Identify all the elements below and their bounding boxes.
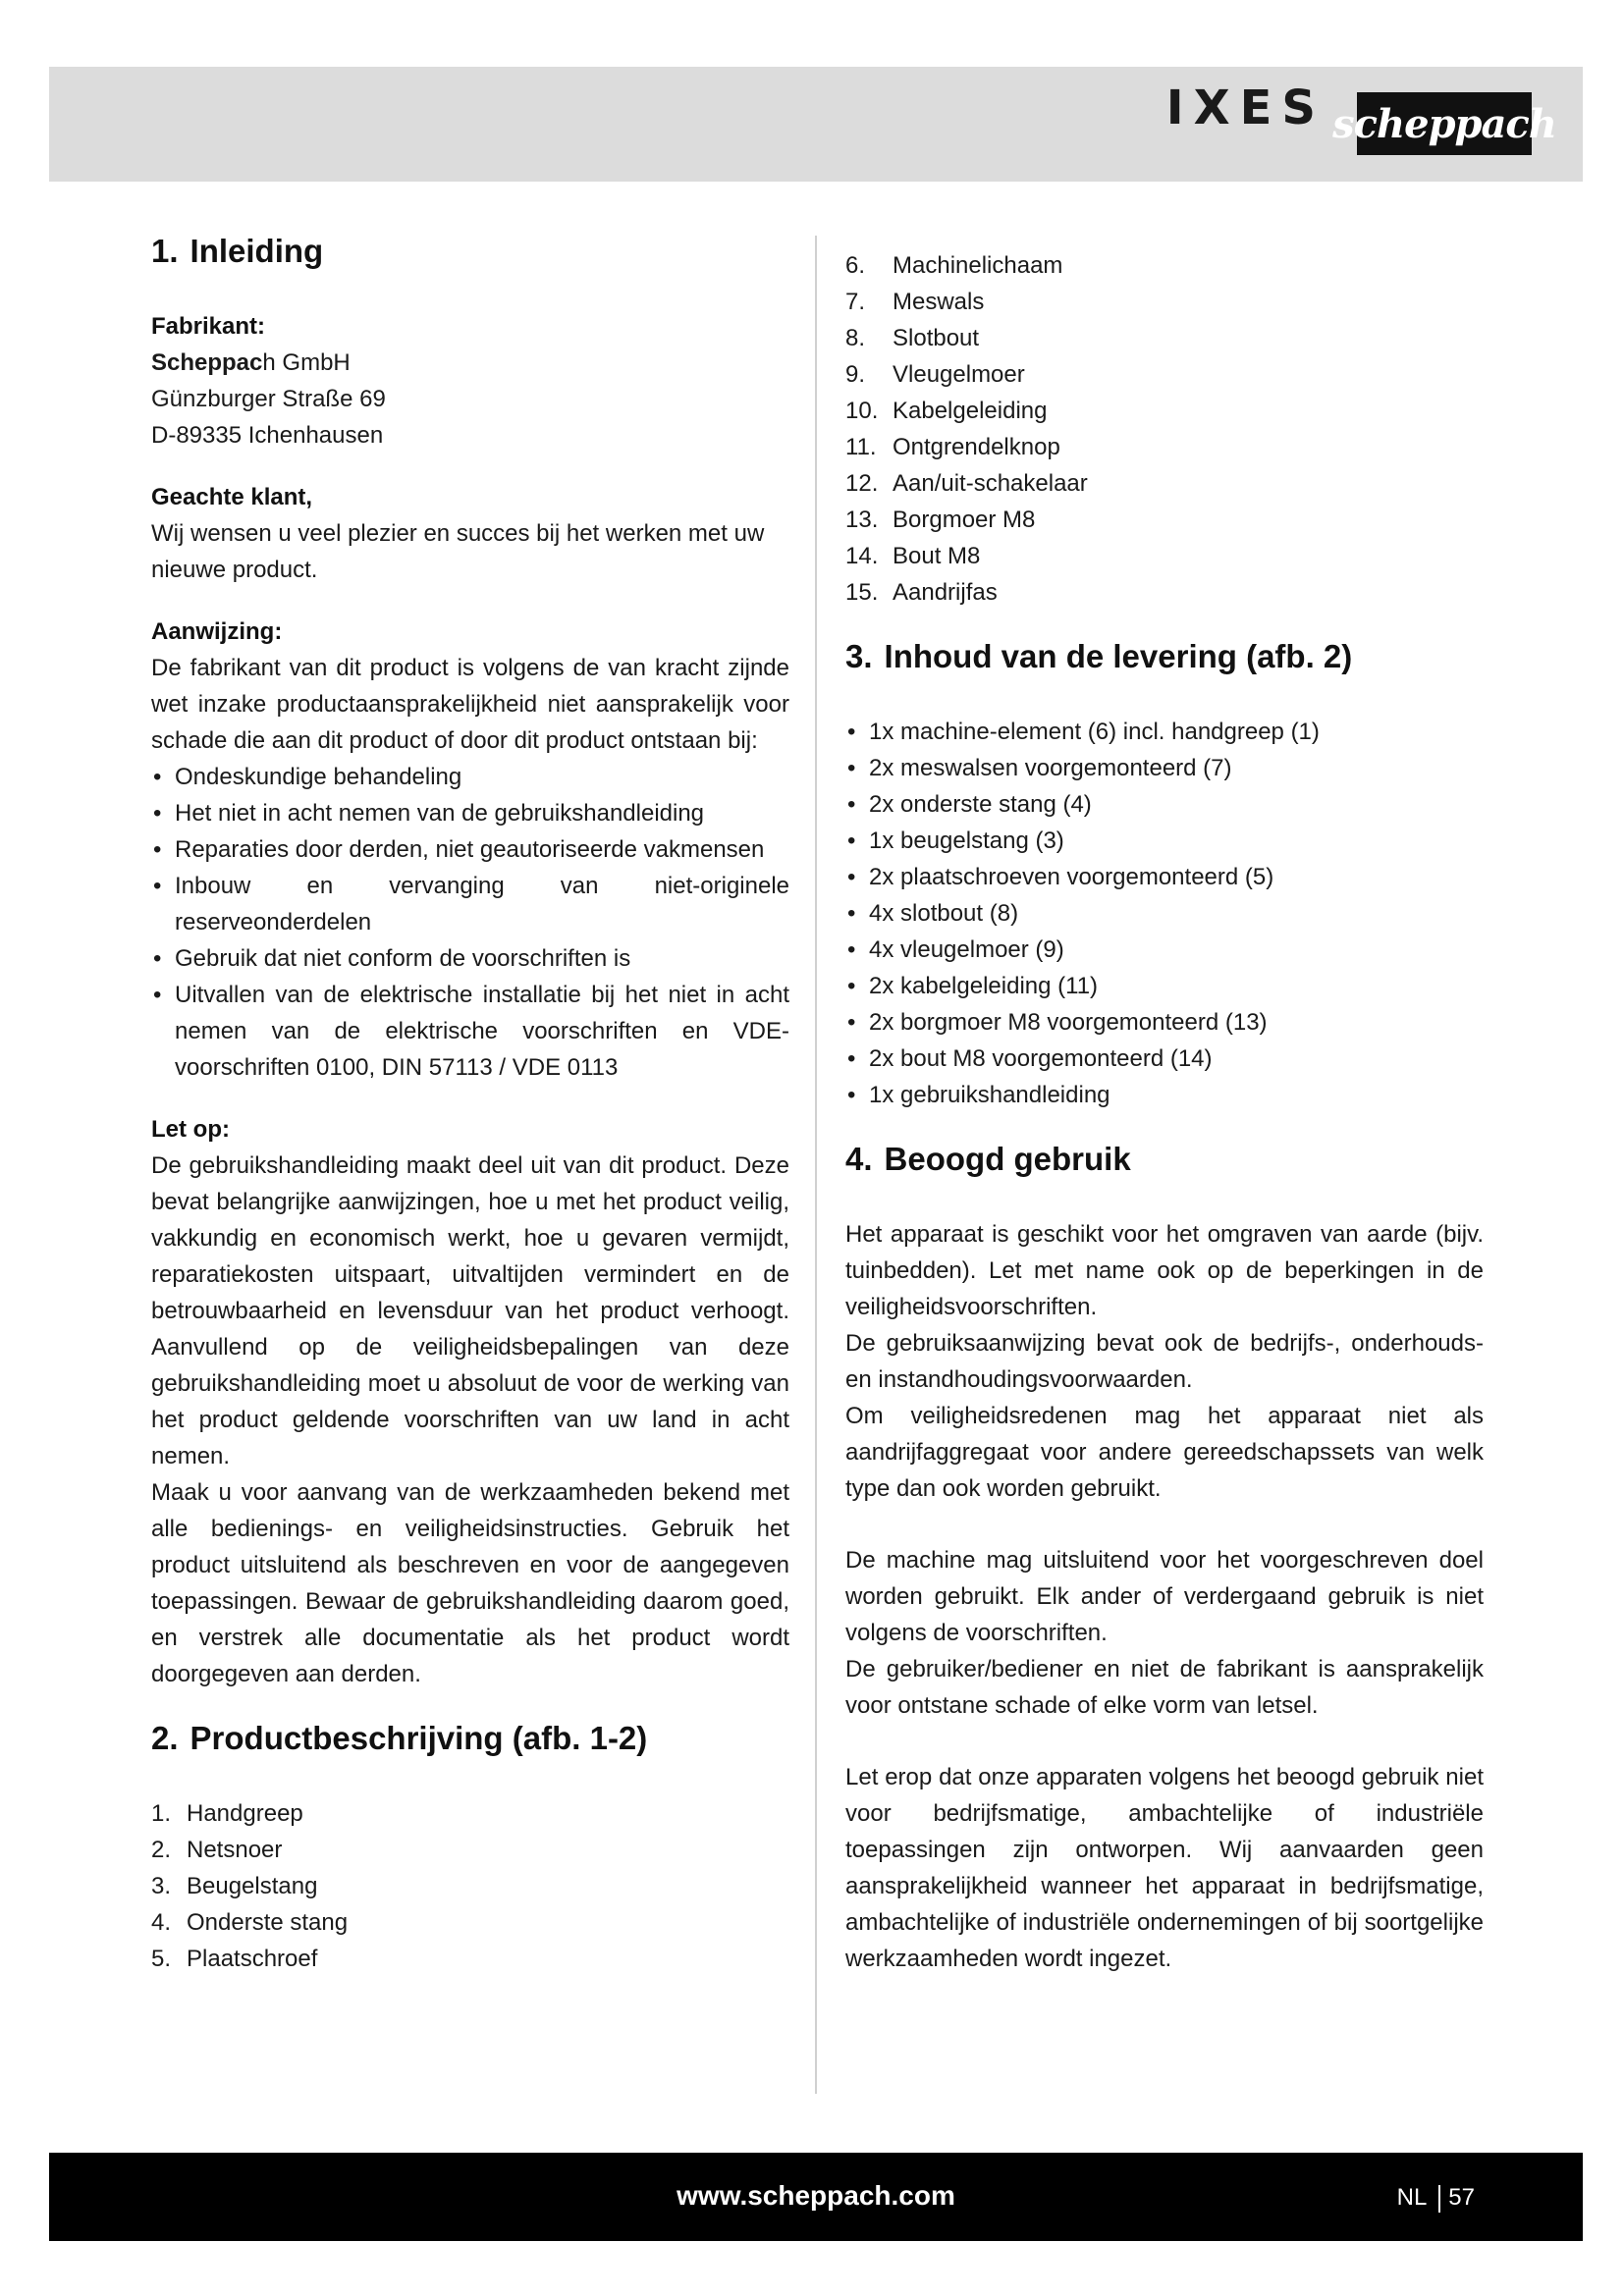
use-paragraph: Om veiligheidsredenen mag het apparaat niet als aandrijfaggregaat voor andere gereedschapssets van welk type dan ook worden gebruikt. [845, 1402, 1484, 1502]
list-item: • Het niet in acht nemen van de gebruikshandleiding [151, 795, 789, 831]
attention-text-2: Maak u voor aanvang van de werkzaamheden bekend met alle bedienings- en veiligheidsinstructies. Gebruik het product uitsluitend als beschreven en voor de aangegeven toepassingen. Bewaar de gebruikshandleiding daarom goed, en verstrek alle documentatie als het product wordt doorgegeven aan derden. [151, 1478, 789, 1687]
use-paragraph: De gebruiker/bediener en niet de fabrikant is aansprakelijk voor ontstane schade of elke vorm van letsel. [845, 1655, 1484, 1719]
list-item: 7. Meswals [845, 289, 985, 315]
parts-list-left [151, 1795, 789, 1977]
section-1-heading: 1. Inleiding [151, 233, 324, 269]
list-item: 8. Slotbout [845, 325, 980, 351]
list-item: • Gebruik dat niet conform de voorschriften is [151, 940, 789, 977]
list-item: 5. Plaatschroef [151, 1945, 318, 1972]
scheppach-logo: scheppach [1357, 92, 1532, 155]
manufacturer-label: Fabrikant: [151, 312, 266, 340]
parts-list-right [845, 247, 1484, 611]
note-text: De fabrikant van dit product is volgens de van kracht zijnde wet inzake productaansprakelijkheid niet aansprakelijk voor schade die aan dit product of door dit product ontstaan bij: [151, 654, 789, 754]
language-code: NL [1396, 2184, 1428, 2211]
list-item: • Inbouw en vervanging van niet-originele reserveonderdelen [151, 868, 789, 940]
list-item: 13. Borgmoer M8 [845, 507, 1036, 533]
list-item: • 1x beugelstang (3) [845, 823, 1484, 859]
note-label: Aanwijzing: [151, 617, 283, 645]
list-item: 2. Netsnoer [151, 1836, 283, 1863]
list-item: • 2x kabelgeleiding (11) [845, 968, 1484, 1004]
header-band [49, 67, 1583, 182]
section-3-heading: 3. Inhoud van de levering (afb. 2) [845, 638, 1353, 674]
list-item: 10. Kabelgeleiding [845, 398, 1048, 424]
list-item: 9. Vleugelmoer [845, 361, 1025, 388]
list-item: • 2x plaatschroeven voorgemonteerd (5) [845, 859, 1484, 895]
attention-label: Let op: [151, 1115, 230, 1143]
list-item: • Uitvallen van de elektrische installatie bij het niet in acht nemen van de elektrische voorschriften en VDE-voorschriften 0100, DIN 57113 / VDE 0113 [151, 977, 789, 1086]
list-item: • 2x meswalsen voorgemonteerd (7) [845, 750, 1484, 786]
list-item: • 2x onderste stang (4) [845, 786, 1484, 823]
use-paragraph: De gebruiksaanwijzing bevat ook de bedrijfs-, onderhouds- en instandhoudingsvoorwaarden. [845, 1329, 1484, 1393]
ixes-logo: IXES [1165, 80, 1326, 135]
intro-text: Wij wensen u veel plezier en succes bij het werken met uw nieuwe product. [151, 519, 765, 583]
website-link[interactable]: www.scheppach.com [677, 2180, 955, 2211]
list-item: 1. Handgreep [151, 1799, 303, 1827]
column-divider [815, 236, 817, 2094]
delivery-list [845, 714, 1484, 1113]
page-indicator [1397, 2184, 1475, 2213]
section-4-heading: 4. Beoogd gebruik [845, 1140, 1131, 1177]
use-paragraph: De machine mag uitsluitend voor het voorgeschreven doel worden gebruikt. Elk ander of verdergaand gebruik is niet volgens de voorschriften. [845, 1546, 1484, 1646]
list-item: 6. Machinelichaam [845, 252, 1063, 279]
list-item: • Reparaties door derden, niet geautoriseerde vakmensen [151, 831, 789, 868]
use-paragraph: Het apparaat is geschikt voor het omgraven van aarde (bijv. tuinbedden). Let met name ook op de beperkingen in de veiligheidsvoorschriften. [845, 1220, 1484, 1320]
list-item: 11. Ontgrendelknop [845, 434, 1060, 460]
page-number: 57 [1448, 2184, 1475, 2211]
list-item: 14. Bout M8 [845, 543, 981, 569]
left-column [151, 231, 789, 1977]
address-street: Günzburger Straße 69 [151, 385, 386, 412]
attention-text: De gebruikshandleiding maakt deel uit van dit product. Deze bevat belangrijke aanwijzingen, hoe u met het product veilig, vakkundig en economisch werkt, hoe u gevaren vermijdt, reparatiekosten uitspaart, uitvaltijden vermindert en de betrouwbaarheid en levensduur van het product verhoogt. Aanvullend op de veiligheidsbepalingen van deze gebruikshandleiding moet u absoluut de voor de werking van het product geldende voorschriften van uw land in acht nemen. [151, 1151, 789, 1469]
list-item: • 1x machine-element (6) incl. handgreep (1) [845, 714, 1484, 750]
section-2-heading: 2. Productbeschrijving (afb. 1-2) [151, 1719, 648, 1756]
list-item: 15. Aandrijfas [845, 579, 998, 606]
list-item: • Ondeskundige behandeling [151, 759, 789, 795]
list-item: 3. Beugelstang [151, 1872, 318, 1899]
list-item: • 2x borgmoer M8 voorgemonteerd (13) [845, 1004, 1484, 1041]
use-paragraph: Let erop dat onze apparaten volgens het beoogd gebruik niet voor bedrijfsmatige, ambachtelijke of industriële toepassingen zijn ontworpen. Wij aanvaarden geen aansprakelijkheid wanneer het apparaat in bedrijfsmatige, ambachtelijke of industriële ondernemingen of bij soortgelijke werkzaamheden wordt ingezet. [845, 1763, 1484, 1972]
note-list [151, 759, 789, 1086]
list-item: • 1x gebruikshandleiding [845, 1077, 1484, 1113]
manufacturer-name: Scheppach GmbH [151, 348, 351, 376]
list-item: • 4x slotbout (8) [845, 895, 1484, 932]
footer [49, 2153, 1583, 2241]
list-item: 4. Onderste stang [151, 1908, 349, 1936]
list-item: • 4x vleugelmoer (9) [845, 932, 1484, 968]
list-item: • 2x bout M8 voorgemonteerd (14) [845, 1041, 1484, 1077]
list-item: 12. Aan/uit-schakelaar [845, 470, 1088, 497]
right-column [845, 247, 1484, 1977]
greeting: Geachte klant, [151, 483, 313, 510]
address-city: D-89335 Ichenhausen [151, 421, 384, 449]
